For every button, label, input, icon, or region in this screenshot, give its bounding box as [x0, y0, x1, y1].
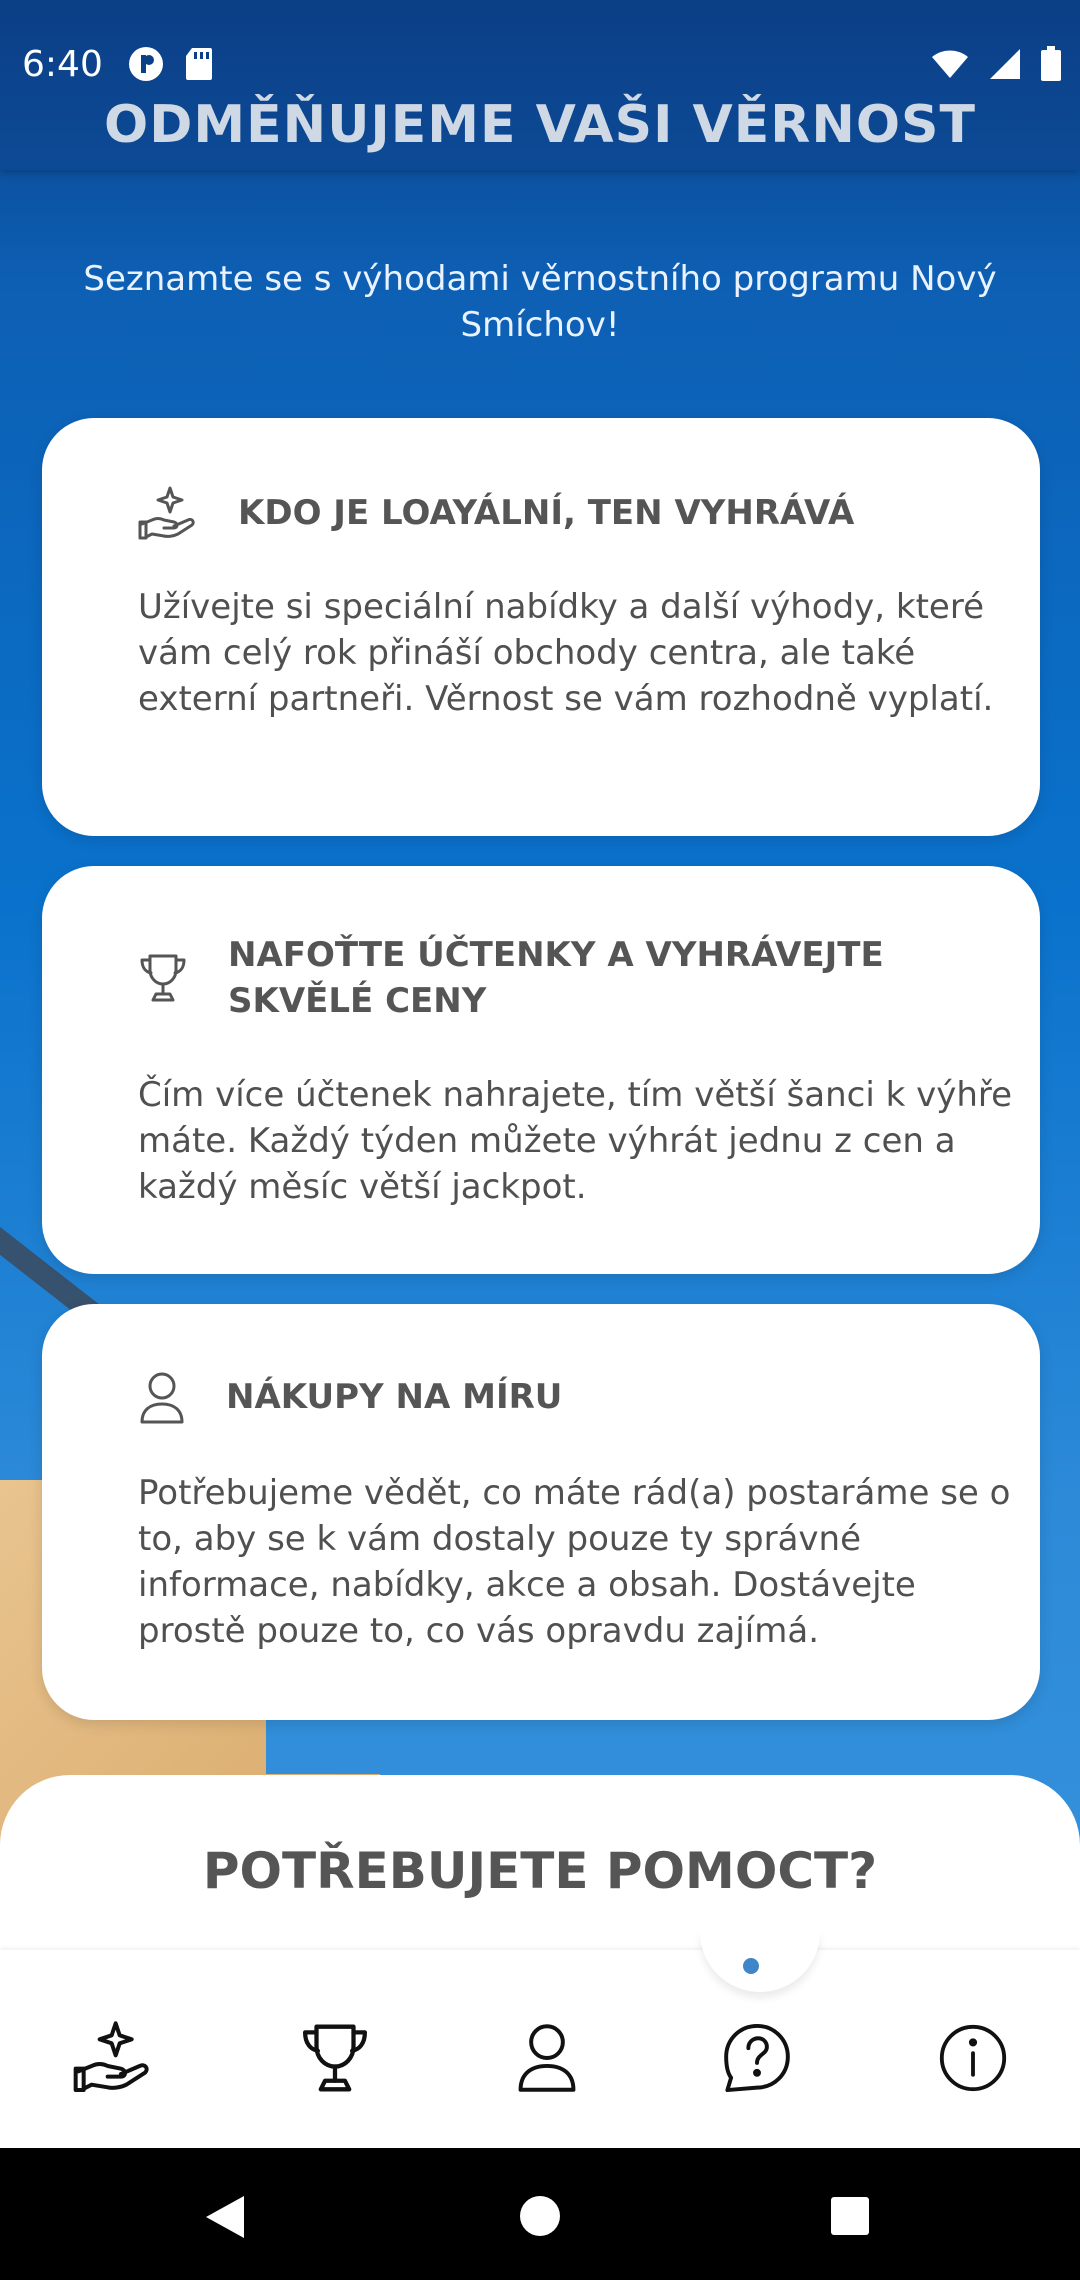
app-notification-icon [128, 46, 164, 86]
page-title: ODMĚŇUJEME VAŠI VĚRNOST [104, 95, 976, 155]
help-bubble-icon [720, 2021, 794, 2099]
card-text: Čím více účtenek nahrajete, tím větší šanci k výhře máte. Každý týden můžete výhrát jednu z cen a každý měsíc větší jackpot. [138, 1075, 1013, 1207]
nav-active-indicator [743, 1958, 759, 1974]
cellular-signal-icon [988, 47, 1022, 85]
card-title: NAFOŤTE ÚČTENKY A VYHRÁVEJTE SKVĚLÉ CENY [228, 935, 884, 1021]
card-text: Potřebujeme vědět, co máte rád(a) postaráme se o to, aby se k vám dostaly pouze ty správné informace, nabídky, akce a obsah. Dostávejte prostě pouze to, co vás opravdu zajímá. [138, 1473, 1011, 1651]
nav-contests[interactable] [290, 2015, 380, 2105]
battery-icon [1040, 46, 1062, 86]
status-time: 6:40 [22, 44, 103, 85]
back-icon[interactable] [204, 2194, 246, 2244]
user-icon [515, 2021, 579, 2099]
home-icon[interactable] [518, 2194, 562, 2242]
intro-text: Seznamte se s výhodami věrnostního programu Nový Smíchov! [83, 259, 997, 345]
info-icon [937, 2022, 1009, 2098]
trophy-icon [298, 2021, 372, 2099]
benefit-card-receipts [42, 866, 1040, 1274]
wifi-icon [930, 48, 970, 84]
hand-sparkle-icon [71, 2018, 155, 2102]
nav-help[interactable] [712, 2015, 802, 2105]
hand-sparkle-icon [138, 484, 198, 548]
user-icon [138, 1370, 186, 1430]
card-title: KDO JE LOAYÁLNÍ, TEN VYHRÁVÁ [238, 493, 855, 533]
help-title: POTŘEBUJETE POMOCT? [202, 1842, 878, 1900]
nav-profile[interactable] [502, 2015, 592, 2105]
nav-rewards[interactable] [68, 2015, 158, 2105]
benefit-card-tailored [42, 1304, 1040, 1720]
nav-info[interactable] [928, 2015, 1018, 2105]
status-left-icons [128, 46, 214, 86]
recents-icon[interactable] [830, 2196, 870, 2240]
trophy-icon [138, 952, 188, 1008]
system-navigation-bar [0, 2148, 1080, 2280]
benefit-card-loyalty [42, 418, 1040, 836]
card-text: Užívejte si speciální nabídky a další výhody, které vám celý rok přináší obchody centra, ale také externí partneři. Věrnost se vám rozhodně vyplatí. [138, 587, 994, 719]
sd-card-icon [184, 46, 214, 86]
status-right-icons [930, 46, 1062, 86]
card-title: NÁKUPY NA MÍRU [226, 1377, 563, 1417]
